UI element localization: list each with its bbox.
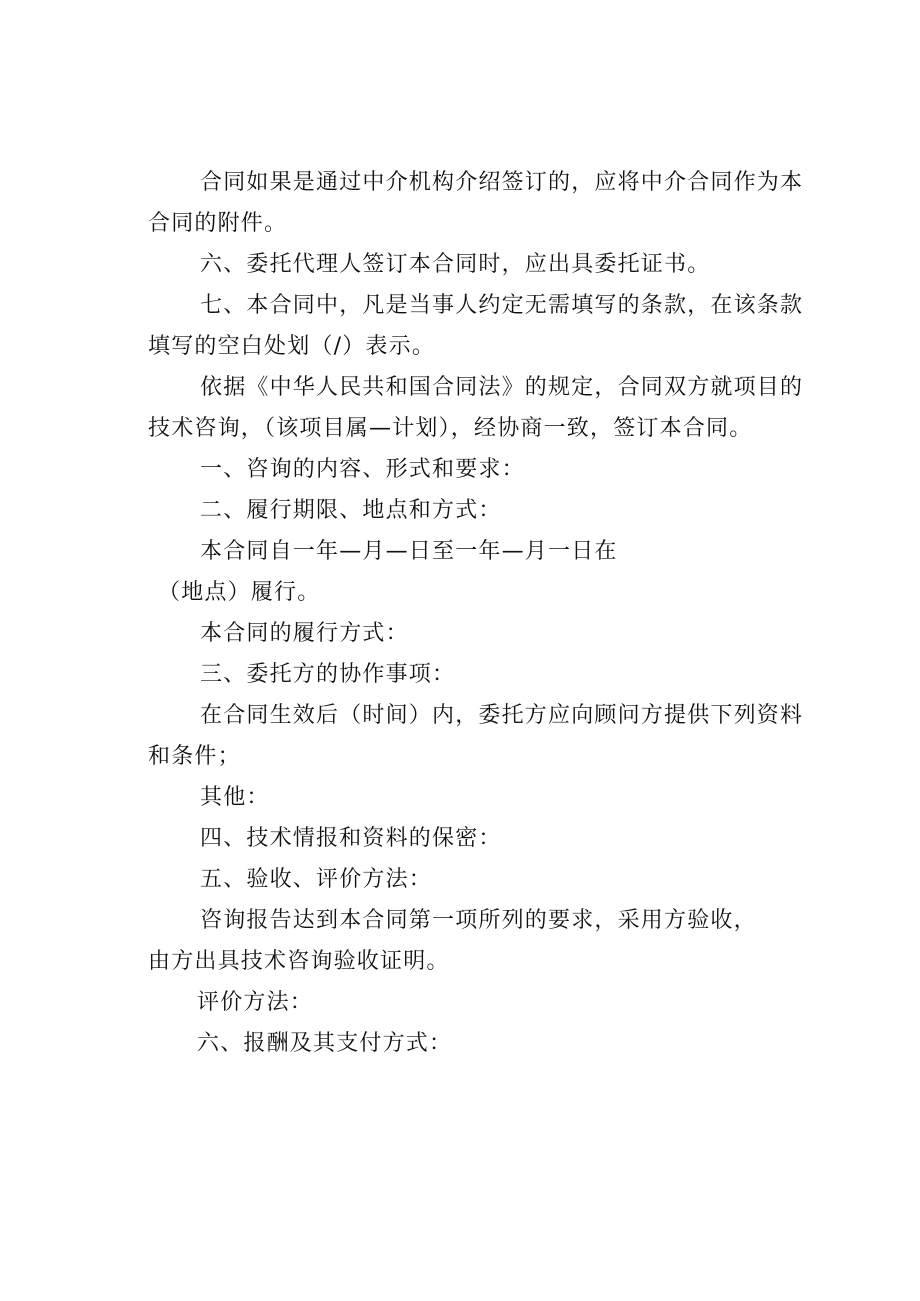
paragraph-line: 其他：	[200, 785, 270, 810]
section-heading: 一、咨询的内容、形式和要求：	[200, 457, 525, 482]
paragraph-line: 本合同的履行方式：	[200, 621, 409, 646]
paragraph-line: 由方出具技术咨询验收证明。	[148, 949, 450, 974]
section-heading: 四、技术情报和资料的保密：	[200, 826, 502, 851]
paragraph-line: 合同如果是通过中介机构介绍签订的，应将中介合同作为本	[200, 170, 804, 195]
paragraph-line: 本合同自一年—月—日至一年—月一日在	[200, 539, 618, 564]
section-heading: 五、验收、评价方法：	[200, 867, 433, 892]
paragraph-line: 依据《中华人民共和国合同法》的规定，合同双方就项目的	[200, 375, 804, 400]
paragraph-line: 咨询报告达到本合同第一项所列的要求，采用方验收，	[200, 908, 757, 933]
paragraph-line: 七、本合同中，凡是当事人约定无需填写的条款，在该条款	[200, 293, 804, 318]
section-heading: 六、报酬及其支付方式：	[197, 1031, 453, 1056]
paragraph-line: 合同的附件。	[148, 211, 288, 236]
section-heading: 三、委托方的协作事项：	[200, 662, 456, 687]
paragraph-line: 和条件；	[148, 744, 241, 769]
paragraph-line: 填写的空白处划（/）表示。	[148, 334, 436, 359]
document-body	[148, 162, 808, 1064]
paragraph-line: 技术咨询，（该项目属—计划），经协商一致，签订本合同。	[148, 416, 753, 441]
section-heading: 二、履行期限、地点和方式：	[200, 498, 502, 523]
paragraph-line: （地点）履行。	[158, 580, 321, 605]
paragraph-line: 评价方法：	[197, 990, 314, 1015]
paragraph-line: 在合同生效后（时间）内，委托方应向顾问方提供下列资料	[200, 703, 804, 728]
paragraph-line: 六、委托代理人签订本合同时，应出具委托证书。	[200, 252, 711, 277]
